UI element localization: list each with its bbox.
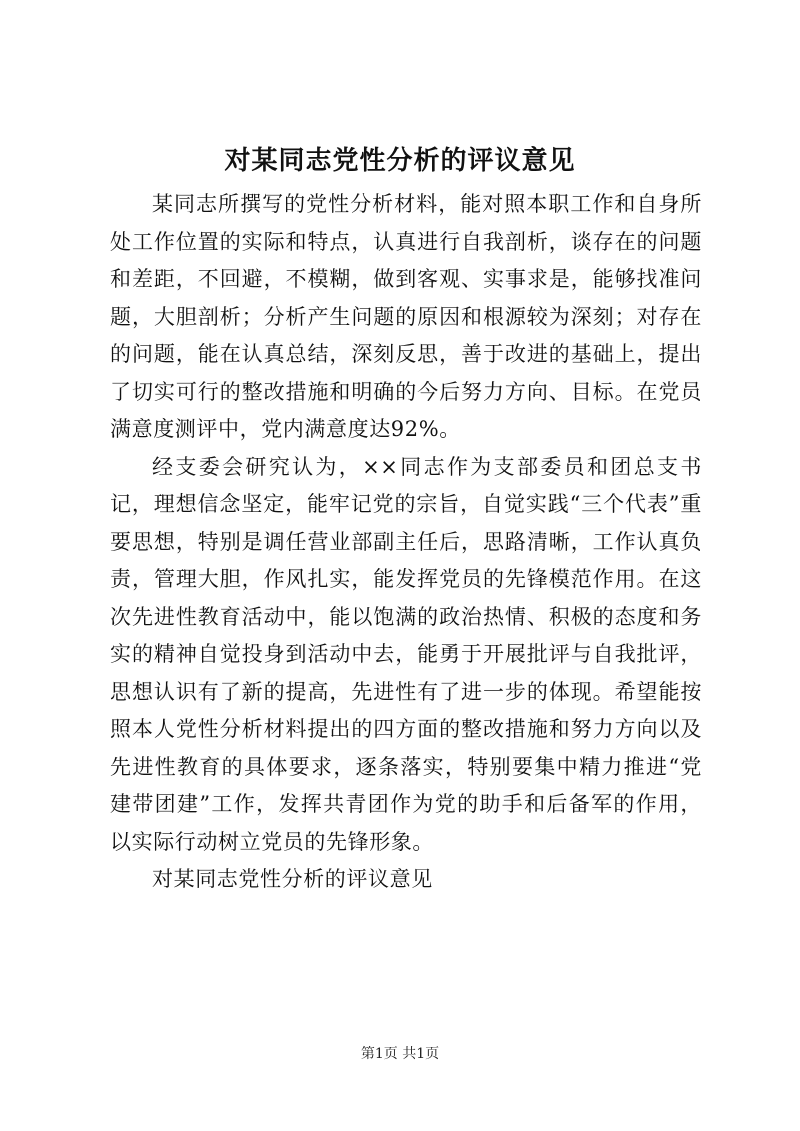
paragraph-evaluation: 某同志所撰写的党性分析材料，能对照本职工作和自身所处工作位置的实际和特点，认真进行自我剖析，谈存在的问题和差距，不回避，不模糊，做到客观、实事求是，能够找准问题，大胆剖析；分析产生问题的原因和根源较为深刻；对存在的问题，能在认真总结，深刻反思，善于改进的基础上，提出了切实可行的整改措施和明确的今后努力方向、目标。在党员满意度测评中，党内满意度达92%。 xyxy=(110,192,702,441)
paragraph-committee-opinion: 经支委会研究认为，××同志作为支部委员和团总支书记，理想信念坚定，能牢记党的宗旨，自觉实践“三个代表”重要思想，特别是调任营业部副主任后，思路清晰，工作认真负责，管理大胆，作风扎实，能发挥党员的先锋模范作用。在这次先进性教育活动中，能以饱满的政治热情、积极的态度和务实的精神自觉投身到活动中去，能勇于开展批评与自我批评，思想认识有了新的提高，先进性有了进一步的体现。希望能按照本人党性分析材料提出的四方面的整改措施和努力方向以及先进性教育的具体要求，逐条落实，特别要集中精力推进“党建带团建”工作，发挥共青团作为党的助手和后备军的作用，以实际行动树立党员的先锋形象。 xyxy=(110,454,702,854)
document-title: 对某同志党性分析的评议意见 xyxy=(224,146,576,176)
page-number-footer: 第1页 共1页 xyxy=(360,1046,440,1062)
paragraph-closing-title: 对某同志党性分析的评议意见 xyxy=(152,867,433,891)
document-body xyxy=(110,186,702,899)
